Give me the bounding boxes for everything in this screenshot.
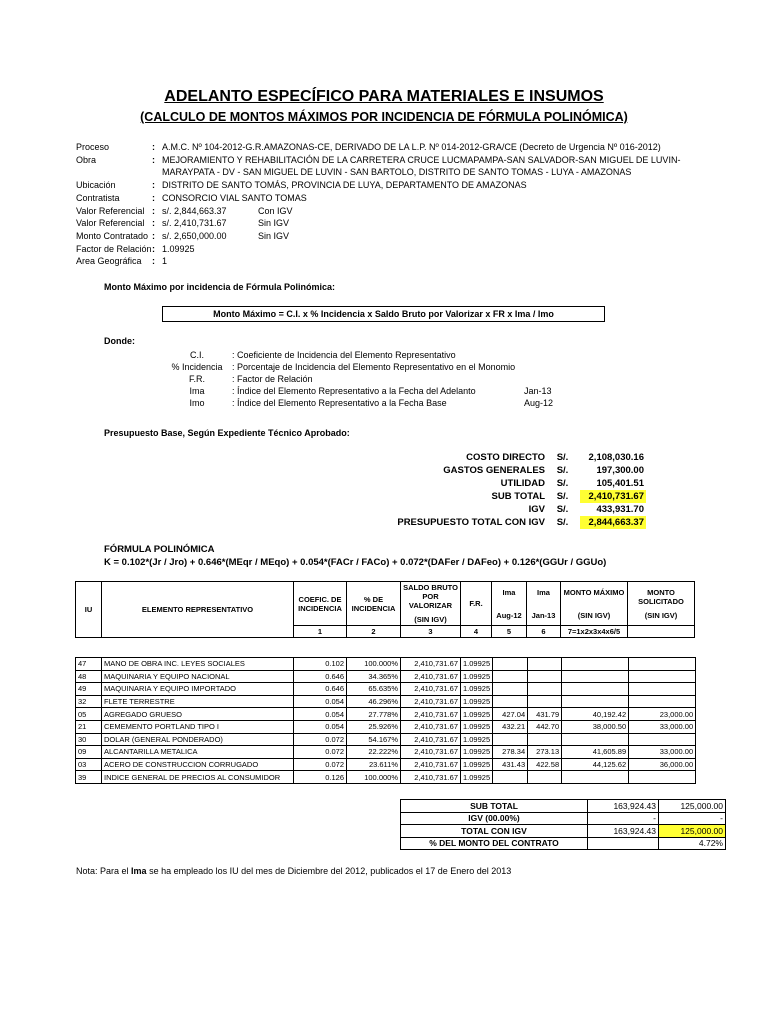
cell-el: ALCANTARILLA METALICA: [102, 746, 294, 759]
info-label: Valor Referencial: [76, 218, 145, 229]
totals-monto: [588, 837, 659, 850]
info-colon: :: [152, 154, 155, 165]
cell-fr: 1.09925: [461, 733, 493, 746]
info-note: Sin IGV: [258, 218, 290, 229]
budget-label: COSTO DIRECTO: [466, 452, 545, 463]
cell-ima: [493, 658, 528, 671]
budget-value: 105,401.51: [596, 478, 644, 489]
table-row: [76, 670, 696, 683]
cell-fr: 1.09925: [461, 746, 493, 759]
cell-ima: 278.34: [493, 746, 528, 759]
info-colon: :: [152, 192, 155, 203]
info-row: [76, 166, 682, 179]
totals-solicitado: 125,000.00: [659, 825, 726, 838]
cell-el: MANO DE OBRA INC. LEYES SOCIALES: [102, 658, 294, 671]
cell-fr: 1.09925: [461, 683, 493, 696]
definition-row: [162, 385, 564, 397]
totals-label: IGV (00.00%): [401, 812, 588, 825]
cell-pct: 25.926%: [347, 720, 401, 733]
info-value-text: A.M.C. Nº 104-2012-G.R.AMAZONAS-CE, DERIVADO DE LA L.P. Nº 014-2012-GRA/CE (Decreto de Urgencia Nº 016-2012): [162, 142, 661, 152]
cell-saldo: 2,410,731.67: [401, 683, 461, 696]
table-row: [76, 733, 696, 746]
page-title: ADELANTO ESPECÍFICO PARA MATERIALES E INSUMOS: [164, 88, 604, 105]
cell-coef: 0.072: [294, 746, 347, 759]
cell-coef: 0.646: [294, 683, 347, 696]
cell-fr: 1.09925: [461, 758, 493, 771]
cell-ima: 431.43: [493, 758, 528, 771]
header-ima-sub: Aug-12: [496, 610, 522, 620]
budget-currency: S/.: [556, 465, 569, 476]
info-colon: :: [152, 180, 155, 191]
totals-solicitado: 4.72%: [659, 837, 726, 850]
budget-currency: S/.: [556, 478, 569, 489]
cell-monto: [562, 670, 629, 683]
budget-label: UTILIDAD: [500, 478, 545, 489]
definition-key: Imo: [189, 398, 205, 408]
info-row: [76, 243, 682, 256]
cell-el: ACERO DE CONSTRUCCION CORRUGADO: [102, 758, 294, 771]
totals-label: TOTAL CON IGV: [401, 825, 588, 838]
cell-pct: 65.635%: [347, 683, 401, 696]
info-value: [162, 192, 682, 205]
definition-date: [524, 361, 564, 373]
header-imo-label: Ima: [537, 587, 550, 597]
budget-currency: S/.: [556, 504, 569, 515]
header-imo: [527, 582, 561, 626]
cell-saldo: 2,410,731.67: [401, 708, 461, 721]
cell-pct: 23.611%: [347, 758, 401, 771]
cell-ima: [493, 733, 528, 746]
info-label: Proceso: [76, 142, 110, 152]
definition-key: Ima: [189, 386, 205, 396]
totals-solicitado: 125,000.00: [659, 800, 726, 813]
cell-pct: 27.778%: [347, 708, 401, 721]
definition-desc: : Porcentaje de Incidencia del Elemento Representativo en el Monomio: [232, 362, 516, 372]
cell-saldo: 2,410,731.67: [401, 658, 461, 671]
cell-pct: 54.167%: [347, 733, 401, 746]
header-ima: [492, 582, 527, 626]
info-value-text: 1.09925: [162, 243, 195, 254]
table-row: [76, 658, 696, 671]
cell-el: FLETE TERRESTRE: [102, 695, 294, 708]
totals-monto: -: [588, 812, 659, 825]
cell-iu: 48: [76, 670, 102, 683]
header-pct: % DE INCIDENCIA: [347, 582, 401, 626]
monto-label: Monto Máximo por incidencia de Fórmula Polinómica:: [104, 282, 336, 292]
cell-ima: 432.21: [493, 720, 528, 733]
info-value-text: s/. 2,844,663.37: [162, 205, 227, 216]
budget-value: 433,931.70: [596, 504, 644, 515]
header-elemento: ELEMENTO REPRESENTATIVO: [102, 582, 294, 638]
cell-el: MAQUINARIA Y EQUIPO NACIONAL: [102, 670, 294, 683]
definition-row: [162, 373, 564, 385]
info-label: [76, 166, 152, 179]
info-value: [162, 205, 682, 218]
info-colon: :: [152, 205, 155, 216]
budget-value: 197,300.00: [596, 465, 644, 476]
header-saldo-sub: (SIN IGV): [414, 615, 447, 624]
totals-table: [400, 799, 726, 850]
presupuesto-label: Presupuesto Base, Según Expediente Técnico Aprobado:: [104, 428, 350, 438]
info-value-text: DISTRITO DE SANTO TOMÁS, PROVINCIA DE LUYA, DEPARTAMENTO DE AMAZONAS: [162, 180, 527, 191]
definition-date: Aug-12: [524, 398, 554, 408]
info-value: [162, 154, 682, 167]
cell-monto: 38,000.50: [562, 720, 629, 733]
donde-label: Donde:: [104, 336, 135, 346]
totals-label: % DEL MONTO DEL CONTRATO: [401, 837, 588, 850]
info-colon: :: [152, 218, 155, 229]
definition-desc: : Índice del Elemento Representativo a la Fecha del Adelanto: [232, 386, 476, 396]
header-monto: [561, 582, 628, 626]
info-colon: :: [152, 243, 155, 254]
cell-monto: 40,192.42: [562, 708, 629, 721]
header-solic: [628, 582, 695, 626]
budget-label: GASTOS GENERALES: [443, 465, 545, 476]
budget-row: [380, 516, 646, 529]
cell-solic: [629, 771, 696, 784]
budget-value: 2,844,663.37: [580, 516, 646, 529]
cell-fr: 1.09925: [461, 771, 493, 784]
info-value-text: CONSORCIO VIAL SANTO TOMAS: [162, 192, 307, 203]
cell-el: MAQUINARIA Y EQUIPO IMPORTADO: [102, 683, 294, 696]
header-fr: F.R.: [461, 582, 492, 626]
cell-solic: [629, 733, 696, 746]
cell-iu: 03: [76, 758, 102, 771]
budget-value: 2,108,030.16: [588, 452, 644, 463]
cell-coef: 0.054: [294, 720, 347, 733]
info-value: [162, 141, 682, 154]
info-label: Area Geográfica: [76, 256, 142, 267]
polynomial-formula: K = 0.102*(Jr / Jro) + 0.646*(MEqr / MEqo) + 0.054*(FACr / FACo) + 0.072*(DAFer / DAFeo) + 0.126*(GGUr / GGUo): [104, 557, 607, 568]
info-value: [162, 243, 682, 256]
cell-pct: 46.296%: [347, 695, 401, 708]
header-coef: COEFIC. DE INCIDENCIA: [294, 582, 347, 626]
cell-solic: [629, 670, 696, 683]
cell-imo: [528, 683, 562, 696]
cell-coef: 0.072: [294, 733, 347, 746]
info-row: [76, 217, 682, 230]
header-ima-label: Ima: [502, 587, 516, 597]
info-value: [162, 166, 682, 179]
cell-el: CEMEMENTO PORTLAND TIPO I: [102, 720, 294, 733]
monto-formula: Monto Máximo = C.I. x % Incidencia x Saldo Bruto por Valorizar x FR x Ima / Imo: [162, 306, 605, 322]
info-colon: :: [152, 230, 155, 241]
cell-ima: [493, 670, 528, 683]
info-colon: :: [152, 142, 155, 152]
totals-solicitado: -: [659, 812, 726, 825]
col-num-4: 4: [461, 626, 492, 638]
cell-saldo: 2,410,731.67: [401, 720, 461, 733]
cell-saldo: 2,410,731.67: [401, 746, 461, 759]
cell-imo: [528, 733, 562, 746]
header-saldo-label: SALDO BRUTO POR VALORIZAR: [403, 583, 458, 610]
info-value-text: MARAYPATA - DV - SAN MIGUEL DE LUVIN - SAN BARTOLO, DISTRITO DE SANTO TOMAS - LUYA - AMAZONAS: [162, 167, 632, 178]
col-num-3: 3: [401, 626, 461, 638]
col-num-1: 1: [294, 626, 347, 638]
cell-imo: 422.58: [528, 758, 562, 771]
totals-row: [401, 825, 726, 838]
table-row: [76, 708, 696, 721]
data-table: [75, 657, 696, 784]
col-num-7: 7=1x2x3x4x6/5: [561, 626, 628, 638]
cell-monto: 44,125.62: [562, 758, 629, 771]
cell-ima: 427.04: [493, 708, 528, 721]
info-colon: [152, 166, 162, 179]
page-subtitle: (CALCULO DE MONTOS MÁXIMOS POR INCIDENCIA DE FÓRMULA POLINÓMICA): [140, 110, 628, 124]
footnote: [76, 866, 511, 876]
header-monto-label: MONTO MÁXIMO: [563, 587, 625, 597]
cell-imo: 442.70: [528, 720, 562, 733]
cell-solic: 23,000.00: [629, 708, 696, 721]
cell-solic: 33,000.00: [629, 746, 696, 759]
col-num-2: 2: [347, 626, 401, 638]
info-row: [76, 141, 682, 154]
info-value-text: s/. 2,650,000.00: [162, 230, 227, 241]
cell-imo: 431.79: [528, 708, 562, 721]
cell-iu: 47: [76, 658, 102, 671]
definition-date: [524, 349, 564, 361]
info-label: Factor de Relación: [76, 243, 152, 254]
cell-pct: 100.000%: [347, 771, 401, 784]
budget-row: [380, 464, 646, 477]
cell-fr: 1.09925: [461, 695, 493, 708]
definition-key: F.R.: [188, 374, 205, 384]
info-block: [76, 141, 682, 268]
cell-ima: [493, 771, 528, 784]
cell-coef: 0.126: [294, 771, 347, 784]
cell-saldo: 2,410,731.67: [401, 695, 461, 708]
cell-iu: 09: [76, 746, 102, 759]
budget-row: [380, 503, 646, 516]
totals-label: SUB TOTAL: [401, 800, 588, 813]
cell-monto: 41,605.89: [562, 746, 629, 759]
info-row: [76, 230, 682, 243]
definition-row: [162, 349, 564, 361]
cell-saldo: 2,410,731.67: [401, 670, 461, 683]
table-row: [76, 720, 696, 733]
cell-monto: [562, 771, 629, 784]
table-row: [76, 758, 696, 771]
info-label: Ubicación: [76, 180, 116, 191]
cell-fr: 1.09925: [461, 720, 493, 733]
budget-currency: S/.: [556, 452, 569, 463]
cell-coef: 0.054: [294, 695, 347, 708]
info-note: Sin IGV: [258, 230, 290, 241]
info-note: Con IGV: [258, 205, 293, 216]
cell-imo: [528, 670, 562, 683]
info-label: Monto Contratado: [76, 230, 149, 241]
budget-row: [380, 477, 646, 490]
definition-date: [524, 373, 564, 385]
info-row: [76, 154, 682, 167]
header-saldo: [401, 582, 461, 626]
cell-el: DOLAR (GENERAL PONDERADO): [102, 733, 294, 746]
table-row: [76, 771, 696, 784]
note-bold: Ima: [131, 866, 147, 876]
header-solic-sub: (SIN IGV): [644, 610, 678, 620]
cell-imo: [528, 695, 562, 708]
definition-key: C.I.: [189, 350, 204, 360]
definition-key: % Incidencia: [171, 362, 223, 372]
info-row: [76, 192, 682, 205]
totals-row: [401, 837, 726, 850]
cell-solic: [629, 658, 696, 671]
table-header: [75, 581, 695, 638]
cell-iu: 39: [76, 771, 102, 784]
info-value: [162, 179, 682, 192]
budget-label: SUB TOTAL: [491, 491, 545, 502]
cell-solic: 36,000.00: [629, 758, 696, 771]
table-row: [76, 695, 696, 708]
cell-imo: 273.13: [528, 746, 562, 759]
info-value-text: s/. 2,410,731.67: [162, 218, 227, 229]
cell-pct: 100.000%: [347, 658, 401, 671]
info-value: [162, 255, 682, 268]
budget-currency: S/.: [556, 517, 569, 528]
cell-saldo: 2,410,731.67: [401, 771, 461, 784]
cell-solic: [629, 683, 696, 696]
totals-monto: 163,924.43: [588, 800, 659, 813]
cell-pct: 34.365%: [347, 670, 401, 683]
definition-desc: : Factor de Relación: [232, 374, 313, 384]
definition-date: Jan-13: [524, 386, 552, 396]
definition-row: [162, 361, 564, 373]
table-row: [76, 683, 696, 696]
cell-fr: 1.09925: [461, 658, 493, 671]
budget-label: PRESUPUESTO TOTAL CON IGV: [397, 517, 545, 528]
info-value: [162, 230, 682, 243]
budget-summary: [380, 451, 646, 529]
formula-title: FÓRMULA POLINÓMICA: [104, 544, 215, 555]
header-solic-label: MONTO SOLICITADO: [638, 587, 684, 606]
cell-saldo: 2,410,731.67: [401, 733, 461, 746]
totals-row: [401, 800, 726, 813]
cell-pct: 22.222%: [347, 746, 401, 759]
cell-solic: [629, 695, 696, 708]
cell-coef: 0.102: [294, 658, 347, 671]
definition-desc: : Coeficiente de Incidencia del Elemento Representativo: [232, 350, 456, 360]
header-iu: IU: [76, 582, 102, 638]
info-value-text: MEJORAMIENTO Y REHABILITACIÓN DE LA CARRETERA CRUCE LUCMAPAMPA-SAN SALVADOR-SAN MIGUEL DE LUVIN-: [162, 154, 681, 165]
header-monto-sub: (SIN IGV): [577, 610, 611, 620]
budget-value: 2,410,731.67: [580, 490, 646, 503]
cell-monto: [562, 658, 629, 671]
budget-label: IGV: [528, 504, 545, 515]
budget-row: [380, 490, 646, 503]
cell-monto: [562, 695, 629, 708]
table-row: [76, 746, 696, 759]
totals-row: [401, 812, 726, 825]
cell-iu: 32: [76, 695, 102, 708]
cell-saldo: 2,410,731.67: [401, 758, 461, 771]
definitions: [162, 349, 564, 409]
cell-fr: 1.09925: [461, 670, 493, 683]
header-imo-sub: Jan-13: [531, 610, 556, 620]
budget-row: [380, 451, 646, 464]
totals-monto: 163,924.43: [588, 825, 659, 838]
info-value-text: 1: [162, 256, 168, 267]
note-prefix: Nota: Para el: [76, 866, 129, 876]
cell-monto: [562, 683, 629, 696]
info-label: Obra: [76, 154, 97, 165]
info-row: [76, 205, 682, 218]
info-colon: :: [152, 256, 155, 267]
definition-row: [162, 397, 564, 409]
cell-coef: 0.054: [294, 708, 347, 721]
cell-iu: 05: [76, 708, 102, 721]
cell-imo: [528, 771, 562, 784]
definition-desc: : Índice del Elemento Representativo a la Fecha Base: [232, 398, 447, 408]
cell-iu: 49: [76, 683, 102, 696]
cell-coef: 0.072: [294, 758, 347, 771]
budget-currency: S/.: [556, 491, 569, 502]
col-num-5: 5: [492, 626, 527, 638]
cell-iu: 30: [76, 733, 102, 746]
cell-coef: 0.646: [294, 670, 347, 683]
note-rest: se ha empleado los IU del mes de Diciembre del 2012, publicados el 17 de Enero del 2013: [149, 866, 512, 876]
cell-iu: 21: [76, 720, 102, 733]
cell-ima: [493, 683, 528, 696]
col-num-6: 6: [527, 626, 561, 638]
col-num-8: [628, 626, 695, 638]
info-row: [76, 179, 682, 192]
info-value: [162, 217, 682, 230]
cell-fr: 1.09925: [461, 708, 493, 721]
info-label: Contratista: [76, 192, 120, 203]
cell-el: INDICE GENERAL DE PRECIOS AL CONSUMIDOR: [102, 771, 294, 784]
cell-el: AGREGADO GRUESO: [102, 708, 294, 721]
info-label: Valor Referencial: [76, 205, 145, 216]
cell-imo: [528, 658, 562, 671]
cell-solic: 33,000.00: [629, 720, 696, 733]
info-row: [76, 255, 682, 268]
cell-ima: [493, 695, 528, 708]
cell-monto: [562, 733, 629, 746]
